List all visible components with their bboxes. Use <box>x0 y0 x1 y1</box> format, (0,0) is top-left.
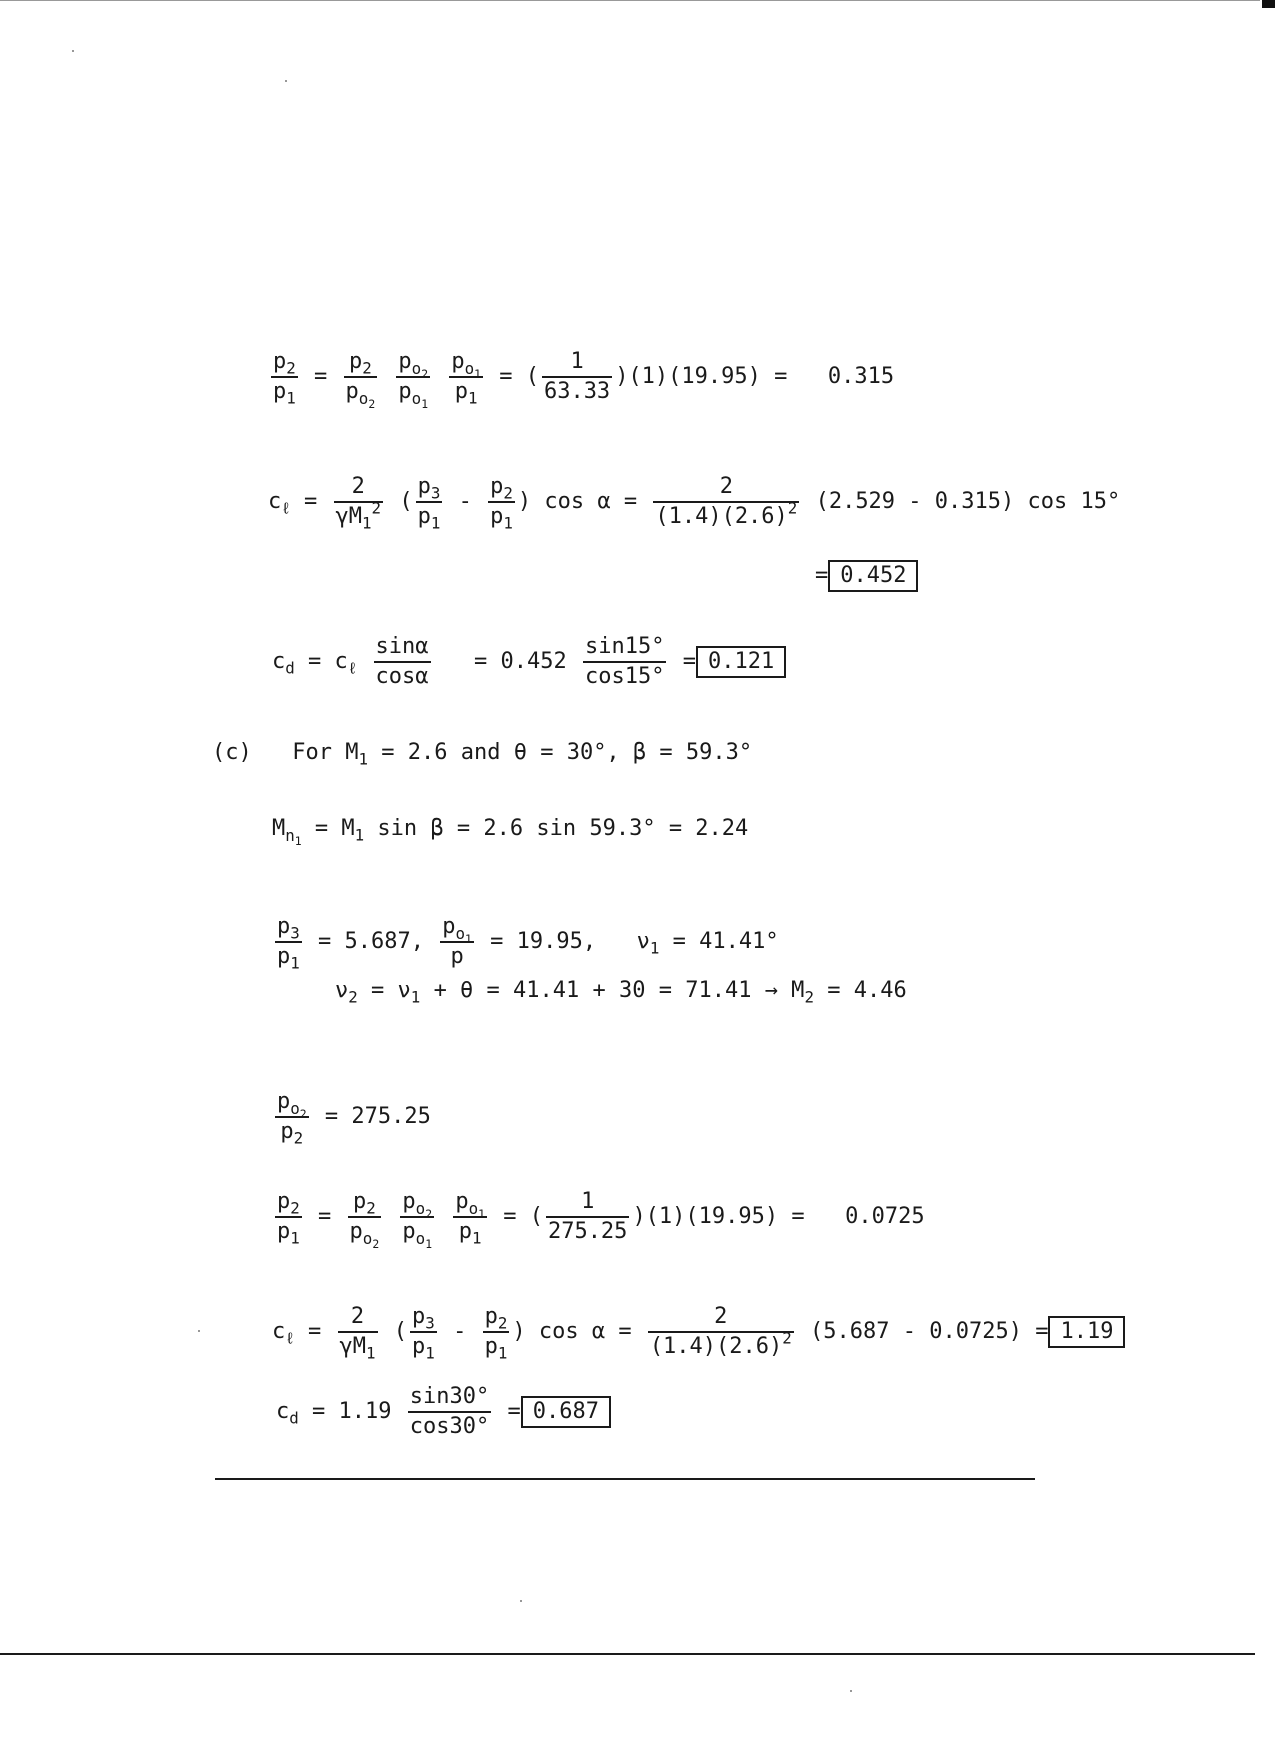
fraction-2-over-gamma-m1sq: $\frac{2}{\gamma M_1^2}$ <box>335 474 382 533</box>
result-line-cl-b: = 0.452 <box>815 560 918 592</box>
equation-lift-coefficient-c: $c_\ell$ = $\frac{2}{\gamma M_1}$ ( $\frac{p_3}{p_1}$ - $\frac{p_2}{p_1}$ ) cos α = $\frac{2}{(1.4)(2.6)^2}$ (5.687 - 0.0725) = 1.19 <box>272 1305 1125 1359</box>
fraction-one-over-63: $\frac{1}{63.33}$ <box>543 349 611 405</box>
scan-speck <box>285 80 287 82</box>
cl-symbol: $c_\ell$ <box>334 649 358 678</box>
cd-symbol: $c_d$ <box>276 1399 299 1428</box>
fraction-p2-over-p1: $\frac{p_2}{p_1}$ <box>277 1189 300 1248</box>
fraction-2-over-gamma-m1: $\frac{2}{\gamma M_1}$ <box>339 1304 376 1363</box>
cl-symbol: $c_\ell$ <box>268 489 291 518</box>
boxed-result: 0.452 <box>828 560 918 592</box>
fraction-2-over-1.4-2.6sq: $\frac{2}{(1.4)(2.6)^2}$ <box>655 474 798 530</box>
fraction-po2-over-po1: $\frac{p_{o_2}}{p_{o_1}}$ <box>402 1189 433 1251</box>
fraction-sin30-over-cos30: $\frac{\sin 30^\circ}{\cos 30^\circ}$ <box>409 1384 490 1440</box>
scan-speck <box>520 1600 522 1602</box>
fraction-one-over-275: $\frac{1}{275.25}$ <box>547 1189 628 1245</box>
equation-drag-coefficient-b: $c_d = c_\ell$ $\frac{\sin\alpha}{\cos\alpha}$ = 0.452 $\frac{\sin 15^\circ}{\cos 15^\circ}$ = 0.121 <box>272 635 786 689</box>
cl-symbol: $c_\ell$ <box>272 1319 295 1348</box>
result-value: 0.0725 <box>845 1204 925 1230</box>
equation-tail: )(1)(19.95) = <box>615 364 788 390</box>
fraction-po1-over-p1: $\frac{p_{o_1}}{p_1}$ <box>455 1189 485 1248</box>
equation-pressure-ratio-b: $\frac{p_2}{p_1}$ = $\frac{p_2}{p_{o_2}}$ $\frac{p_{o_2}}{p_{o_1}}$ $\frac{p_{o_1}}{p_1}$ = ( $\frac{1}{63.33}$ )(1)(19.95) = 0.315 <box>273 349 895 411</box>
equation-pressure-ratio-c: $\frac{p_2}{p_1}$ = $\frac{p_2}{p_{o_2}}$ $\frac{p_{o_2}}{p_{o_1}}$ $\frac{p_{o_1}}{p_1}$ = ( $\frac{1}{275.25}$ )(1)(19.95) = 0.0725 <box>277 1189 925 1251</box>
equation-lift-coefficient-b: $c_\ell$ = $\frac{2}{\gamma M_1^2}$ ( $\frac{p_3}{p_1}$ - $\frac{p_2}{p_1}$ ) cos α = $\frac{2}{(1.4)(2.6)^2}$ (2.529 - 0.315) cos 15° <box>268 474 1121 533</box>
fraction-po2-over-po1: $\frac{p_{o_2}}{p_{o_1}}$ <box>398 349 429 411</box>
fraction-p2-over-p1: $\frac{p_2}{p_1}$ <box>273 349 296 408</box>
page-bottom-line <box>0 1653 1255 1655</box>
part-label: (c) <box>212 740 252 765</box>
fraction-p3-over-p1: $\frac{p_3}{p_1}$ <box>417 474 441 533</box>
part-c-header: (c) For $M_1 = 2.6$ and θ = 30°, β = 59.3° <box>212 740 753 769</box>
equation-pressure-values: $\frac{p_3}{p_1}$ = 5.687, $\frac{p_{o_1}}{p}$ = 19.95, $\nu_1 = 41.41^\circ$ <box>277 914 779 973</box>
equation-prandtl-meyer: $\nu_2 = \nu_1 + \theta = 41.41 + 30 = 71.41 \to M_2 = 4.46$ <box>335 978 907 1007</box>
fraction-po2-over-p2: $\frac{p_{o_2}}{p_2}$ <box>277 1089 307 1148</box>
top-edge-line <box>0 0 1260 1</box>
cd-symbol: $c_d$ <box>272 649 295 678</box>
boxed-result: 0.121 <box>696 646 786 678</box>
scan-speck <box>850 1690 852 1692</box>
fraction-p2-over-po2: $\frac{p_2}{p_{o_2}}$ <box>345 349 376 411</box>
fraction-sin-over-cos-alpha: $\frac{\sin\alpha}{\cos\alpha}$ <box>375 634 429 690</box>
fraction-po1-over-p1: $\frac{p_{o_1}}{p_1}$ <box>451 349 481 408</box>
fraction-p2-over-p1: $\frac{p_2}{p_1}$ <box>484 1304 508 1363</box>
equation-tail: (2.529 - 0.315) cos 15° <box>815 489 1121 515</box>
fraction-sin15-over-cos15: $\frac{\sin 15^\circ}{\cos 15^\circ}$ <box>584 634 665 690</box>
equation-drag-coefficient-c: $c_d = 1.19$ $\frac{\sin 30^\circ}{\cos 30^\circ}$ = 0.687 <box>276 1385 611 1439</box>
scan-corner-mark <box>1262 0 1275 8</box>
scan-speck <box>198 1330 200 1332</box>
equals-open: = ( <box>499 364 539 390</box>
coefficient: = 0.452 <box>474 649 567 675</box>
equation-po2-over-p2: $\frac{p_{o_2}}{p_2}$ = 275.25 <box>277 1089 431 1148</box>
fraction-p3-over-p1: $\frac{p_3}{p_1}$ <box>277 914 300 973</box>
fraction-p2-over-p1: $\frac{p_2}{p_1}$ <box>490 474 513 533</box>
result-value: 0.315 <box>827 364 895 390</box>
equation-normal-mach: $M_{n_1} = M_1$ sin β = 2.6 sin 59.3° = 2.24 <box>272 816 749 848</box>
cos-alpha-term: cos α = <box>544 489 638 515</box>
boxed-result: 1.19 <box>1048 1316 1125 1348</box>
scan-speck <box>72 50 74 52</box>
section-divider <box>215 1478 1035 1480</box>
boxed-result: 0.687 <box>521 1396 611 1428</box>
fraction-p3-over-p1: $\frac{p_3}{p_1}$ <box>412 1304 435 1363</box>
fraction-p2-over-po2: $\frac{p_2}{p_{o_2}}$ <box>349 1189 380 1251</box>
fraction-po1-over-p: $\frac{p_{o_1}}{p}$ <box>442 914 472 970</box>
fraction-2-over-1.4-2.6sq: $\frac{2}{(1.4)(2.6)^2}$ <box>649 1304 792 1360</box>
